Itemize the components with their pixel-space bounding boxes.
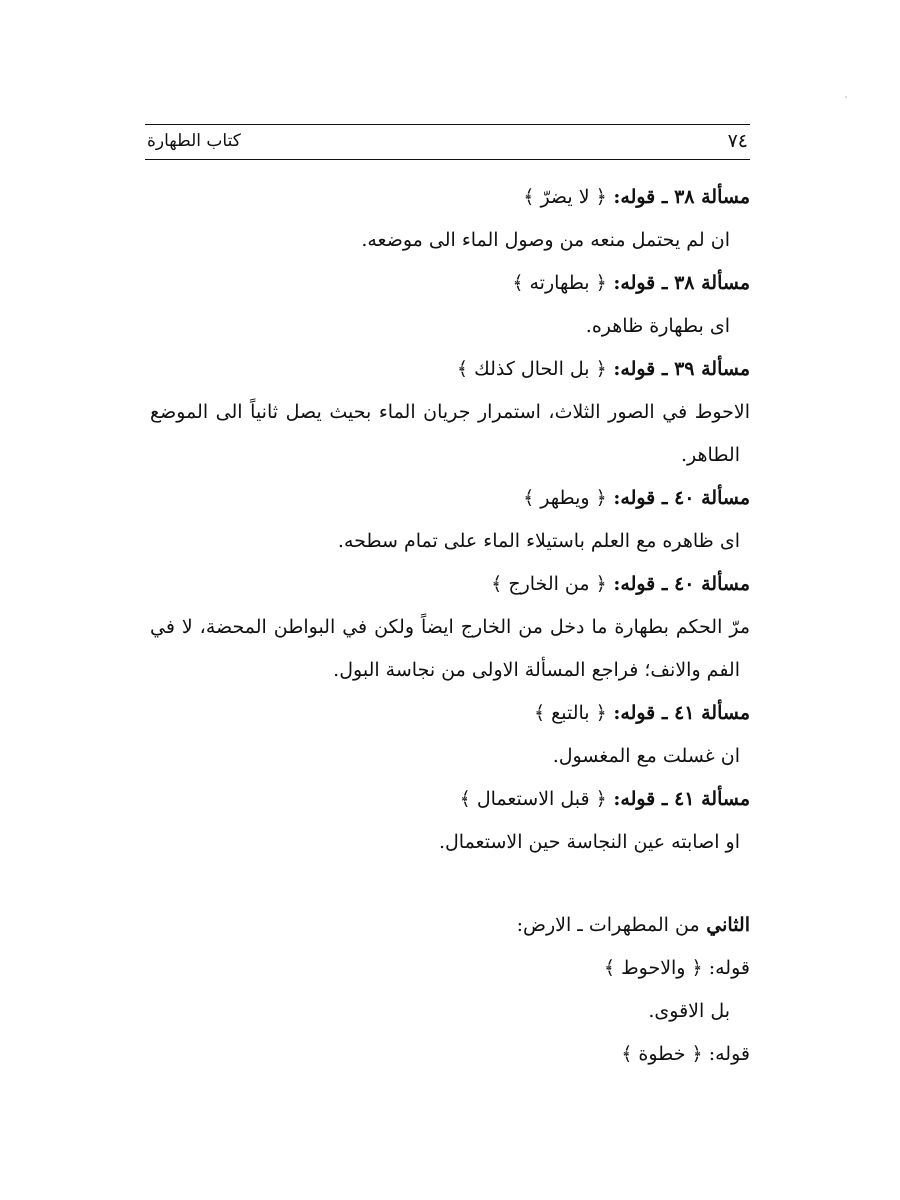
commentary-line: الفم والانف؛ فراجع المسألة الاولى من نجاسة البول. (333, 659, 740, 681)
quoted-phrase: ﴿ بطهارته ﴾ (512, 272, 607, 294)
quoted-phrase: ﴿ ويطهر ﴾ (523, 487, 607, 509)
issue-heading (150, 348, 750, 391)
commentary-line: مرّ الحكم بطهارة ما دخل من الخارج ايضاً ولكن في البواطن المحضة، لا في (150, 616, 750, 638)
quote-heading (150, 1033, 750, 1076)
quoted-phrase: ﴿ بالتبع ﴾ (533, 702, 607, 724)
issue-label: مسألة ٤٠ ـ قوله: (613, 573, 750, 595)
commentary-line: الاحوط في الصور الثلاث، استمرار جريان الماء بحيث يصل ثانياً الى الموضع (150, 401, 750, 423)
quote-label: قوله: (708, 957, 750, 979)
issue-heading (150, 563, 750, 606)
issue-heading (150, 477, 750, 520)
quoted-phrase: ﴿ بل الحال كذلك ﴾ (456, 358, 607, 380)
issue-heading (150, 262, 750, 305)
issue-label: مسألة ٤١ ـ قوله: (613, 788, 750, 810)
section-spacer (150, 864, 750, 904)
scan-speck (845, 96, 847, 98)
page-number: ٧٤ (727, 130, 748, 152)
section-title-bold: الثاني (706, 914, 750, 936)
running-header (145, 124, 750, 160)
commentary-line: اى بطهارة ظاهره. (585, 315, 730, 337)
issue-label: مسألة ٣٨ ـ قوله: (613, 272, 750, 294)
section-heading (150, 904, 750, 947)
commentary-line: ان لم يحتمل منعه من وصول الماء الى موضعه. (361, 229, 730, 251)
issue-heading (150, 176, 750, 219)
quoted-phrase: ﴿ والاحوط ﴾ (603, 957, 703, 979)
issue-label: مسألة ٣٩ ـ قوله: (613, 358, 750, 380)
issue-label: مسألة ٣٨ ـ قوله: (613, 186, 750, 208)
section-title-rest: من المطهرات ـ الارض: (516, 914, 700, 936)
issue-heading (150, 692, 750, 735)
quote-heading (150, 947, 750, 990)
commentary-line: بل الاقوى. (648, 1000, 730, 1022)
commentary-line: او اصابته عين النجاسة حين الاستعمال. (438, 831, 740, 853)
quoted-phrase: ﴿ لا يضرّ ﴾ (523, 186, 607, 208)
commentary-line: ان غسلت مع المغسول. (552, 745, 740, 767)
commentary-line: الطاهر. (681, 444, 740, 466)
page-body (150, 176, 750, 1076)
issue-label: مسألة ٤٠ ـ قوله: (613, 487, 750, 509)
quote-label: قوله: (708, 1043, 750, 1065)
commentary-line: اى ظاهره مع العلم باستيلاء الماء على تمام سطحه. (337, 530, 740, 552)
issue-heading (150, 778, 750, 821)
quoted-phrase: ﴿ خطوة ﴾ (621, 1043, 703, 1065)
quoted-phrase: ﴿ من الخارج ﴾ (491, 573, 607, 595)
book-title: كتاب الطهارة (147, 131, 241, 151)
quoted-phrase: ﴿ قبل الاستعمال ﴾ (459, 788, 607, 810)
issue-label: مسألة ٤١ ـ قوله: (613, 702, 750, 724)
